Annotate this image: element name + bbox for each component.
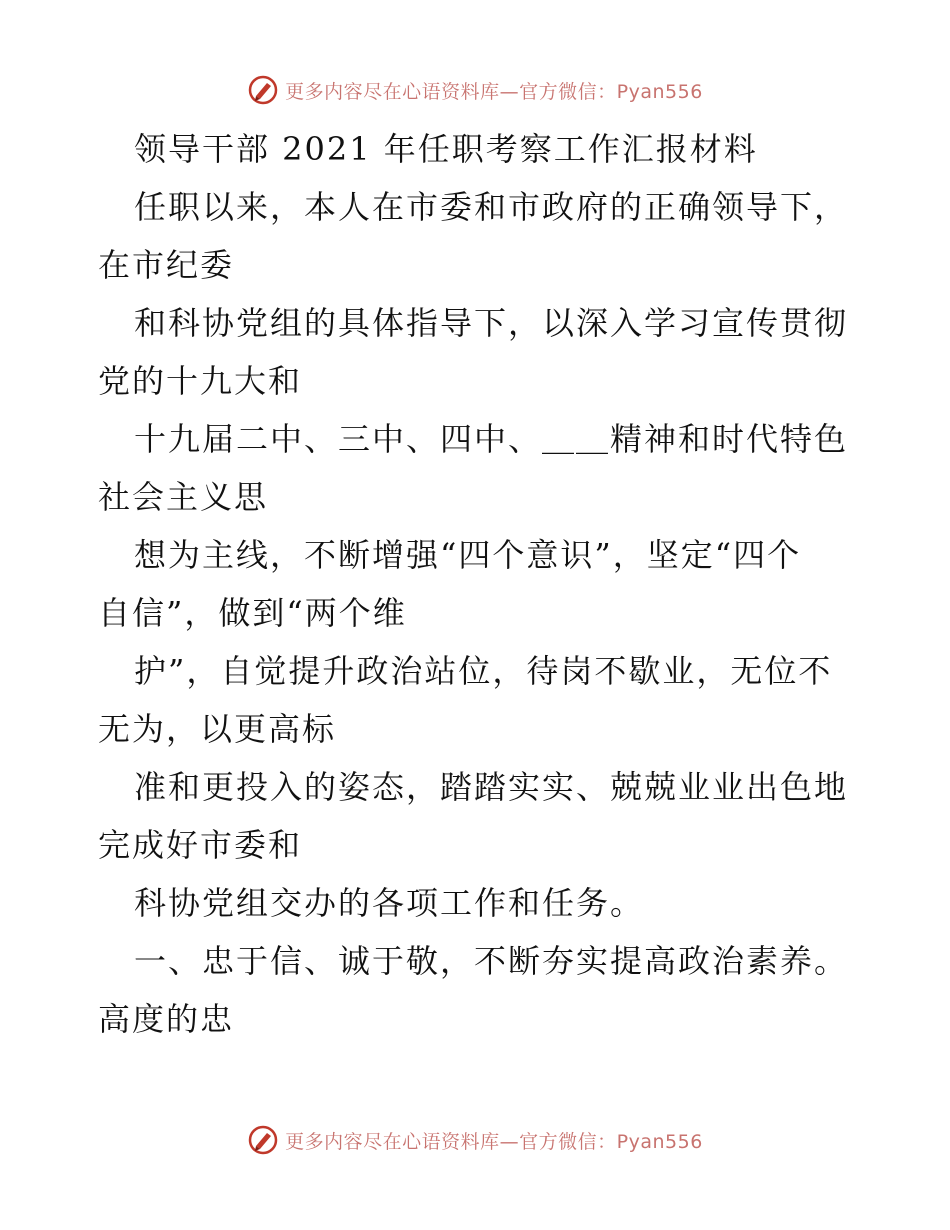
pen-circle-logo-icon <box>247 74 279 106</box>
text-line: 准和更投入的姿态，踏踏实实、兢兢业业出色地 <box>134 768 849 806</box>
text-line: 高度的忠 <box>98 1000 235 1038</box>
document-body <box>98 120 858 1048</box>
text-line: 党的十九大和 <box>98 362 303 400</box>
watermark-text: 更多内容尽在心语资料库—官方微信：Pyan556 <box>285 1130 703 1153</box>
text-line: 一、忠于信、诚于敬，不断夯实提高政治素养。 <box>134 942 849 980</box>
text-line: 在市纪委 <box>98 246 235 284</box>
text-line: 领导干部 2021 年任职考察工作汇报材料 <box>134 130 758 168</box>
header-watermark <box>0 70 950 110</box>
text-line: 无为，以更高标 <box>98 710 337 748</box>
text-line: 自信”，做到“两个维 <box>98 594 407 632</box>
watermark-text: 更多内容尽在心语资料库—官方微信：Pyan556 <box>285 80 703 103</box>
footer-watermark <box>0 1120 950 1160</box>
text-line: 和科协党组的具体指导下，以深入学习宣传贯彻 <box>134 304 849 342</box>
text-line: 十九届二中、三中、四中、＿＿精神和时代特色 <box>134 420 849 458</box>
text-line: 想为主线，不断增强“四个意识”，坚定“四个 <box>134 536 802 574</box>
text-line: 完成好市委和 <box>98 826 303 864</box>
text-line: 科协党组交办的各项工作和任务。 <box>134 884 645 922</box>
text-line: 任职以来，本人在市委和市政府的正确领导下， <box>134 188 849 226</box>
text-line: 护”，自觉提升政治站位，待岗不歇业，无位不 <box>134 652 833 690</box>
pen-circle-logo-icon <box>247 1124 279 1156</box>
text-line: 社会主义思 <box>98 478 269 516</box>
